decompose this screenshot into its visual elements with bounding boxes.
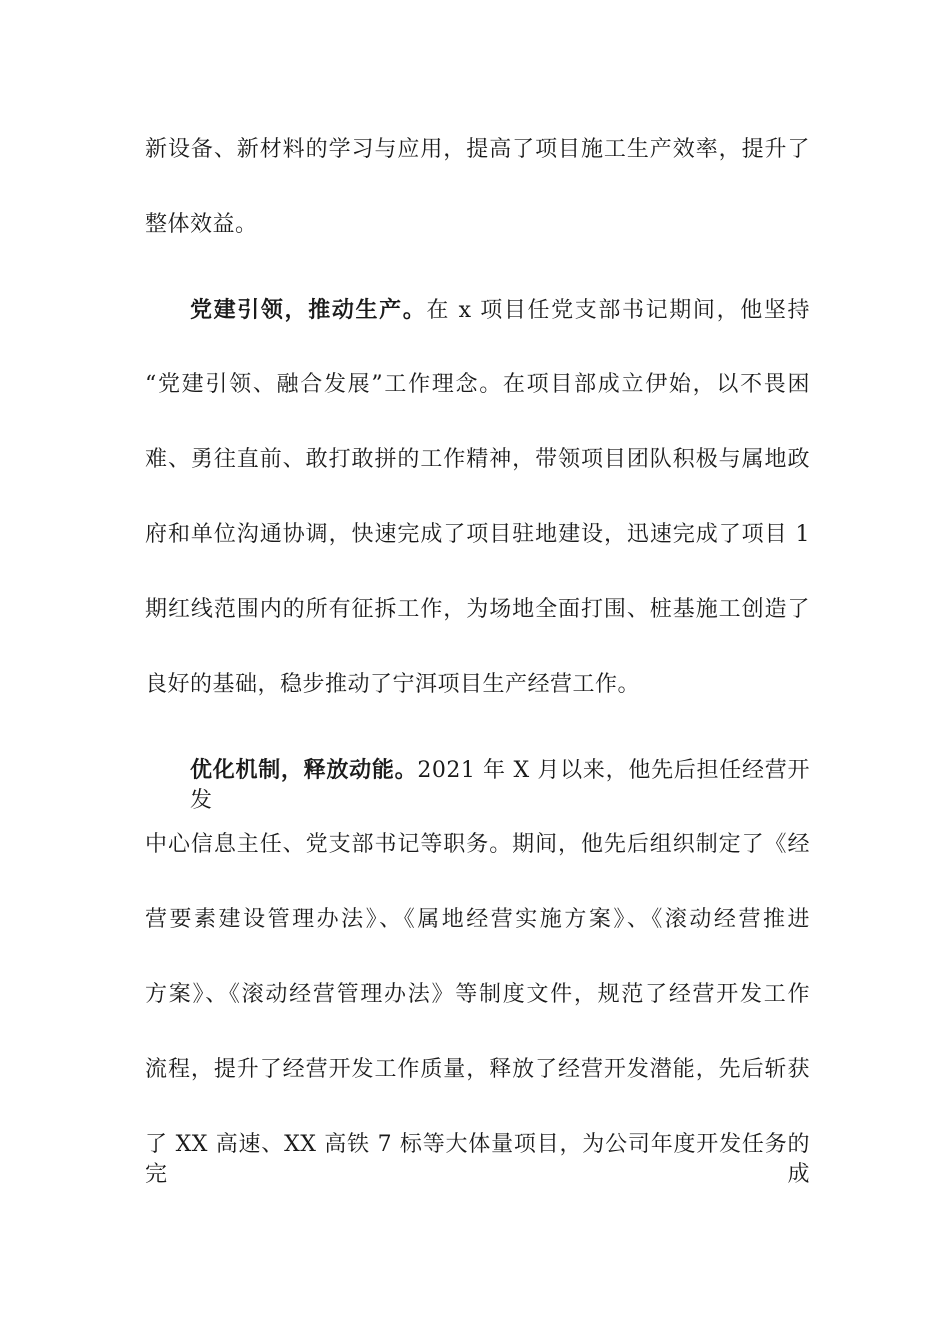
paragraph-2-line-6: 良好的基础，稳步推动了宁洱项目生产经营工作。 bbox=[145, 672, 641, 697]
paragraph-3-line-3: 营要素建设管理办法》、《属地经营实施方案》、《滚动经营推进 bbox=[145, 907, 810, 932]
paragraph-2-line-1 bbox=[190, 295, 810, 326]
paragraph-1-line-2: 整体效益。 bbox=[145, 212, 258, 237]
paragraph-3-line-2: 中心信息主任、党支部书记等职务。期间，他先后组织制定了《经 bbox=[145, 832, 810, 857]
paragraph-1-line-1: 新设备、新材料的学习与应用，提高了项目施工生产效率，提升了 bbox=[145, 137, 810, 162]
paragraph-2-line-1-text: 在 x 项目任党支部书记期间，他坚持 bbox=[426, 298, 810, 323]
paragraph-3-line-5: 流程，提升了经营开发工作质量，释放了经营开发潜能，先后斩获 bbox=[145, 1057, 810, 1082]
paragraph-2-line-3: 难、勇往直前、敢打敢拼的工作精神，带领项目团队积极与属地政 bbox=[145, 447, 810, 472]
paragraph-2-line-2: “党建引领、融合发展”工作理念。在项目部成立伊始，以不畏困 bbox=[145, 372, 810, 397]
paragraph-2-heading: 党建引领，推动生产。 bbox=[190, 297, 427, 323]
paragraph-2-line-5: 期红线范围内的所有征拆工作，为场地全面打围、桩基施工创造了 bbox=[145, 597, 810, 622]
paragraph-3-line-1 bbox=[190, 755, 810, 816]
paragraph-3-line-4: 方案》、《滚动经营管理办法》等制度文件，规范了经营开发工作 bbox=[145, 982, 810, 1007]
paragraph-3-heading: 优化机制，释放动能。 bbox=[190, 757, 418, 783]
paragraph-3-line-6: 了 XX 高速、XX 高铁 7 标等大体量项目，为公司年度开发任务的完成 bbox=[145, 1132, 810, 1187]
paragraph-3-line-1-text: 2021 年 X 月以来，他先后担任经营开发 bbox=[190, 758, 810, 813]
paragraph-2-line-4: 府和单位沟通协调，快速完成了项目驻地建设，迅速完成了项目 1 bbox=[145, 522, 810, 547]
